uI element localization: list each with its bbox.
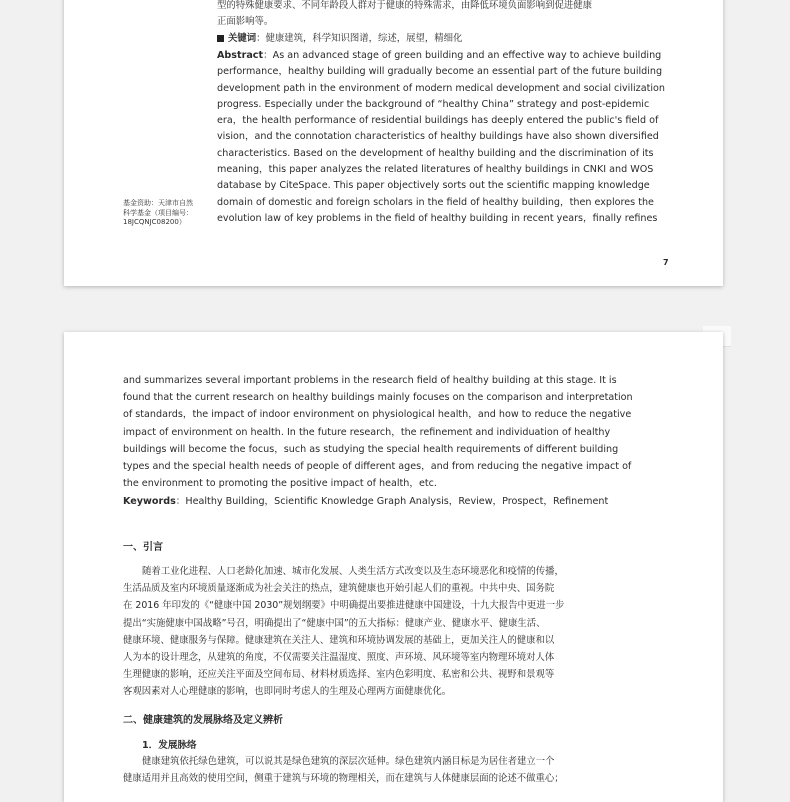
text-line: of standards，the impact of indoor environment on physiological health，and how to reduce the negative <box>123 409 632 421</box>
text-line: vision，and the connotation characteristics of healthy buildings have also shown diversified <box>217 131 659 143</box>
text-line: development path in the environment of modern medical development and social civilization <box>217 82 665 94</box>
text-line: impact of environment on health. In the future research，the refinement and individuation of healthy <box>123 426 611 438</box>
text-line: evolution law of key problems in the field of healthy building in recent years，finally refines <box>217 212 658 224</box>
text-line: progress. Especially under the background of “healthy China” strategy and post-epidemic <box>217 98 650 110</box>
keywords-en-label: Keywords <box>123 496 176 507</box>
bullet-square-icon <box>217 35 224 42</box>
text-line: characteristics. Based on the development of healthy building and the discrimination of its <box>217 147 654 159</box>
text-line: domain of domestic and foreign scholars in the field of healthy building，then explores the <box>217 196 654 208</box>
cn-abstract-tail <box>217 0 592 31</box>
footnote-line: 科学基金（项目编号： <box>123 208 193 217</box>
text-line: 人为本的设计理念，从建筑的角度，不仅需要关注温湿度、照度、声环境、风环境等室内物理环境对人体 <box>123 651 555 663</box>
abstract-en <box>217 48 665 227</box>
document-page-upper <box>64 0 723 286</box>
section-heading-introduction: 一、引言 <box>123 542 163 553</box>
introduction-paragraph <box>123 563 564 701</box>
text-line: found that the current research on healthy buildings mainly focuses on the comparison and interpretation <box>123 392 633 404</box>
text-line: era，the health performance of residential buildings has deeply entered the public's field of <box>217 115 659 127</box>
text-line: 健康适用并且高效的使用空间，侧重于建筑与环境的物理相关，而在建筑与人体健康层面的论述不做重心； <box>123 773 564 785</box>
keywords-cn-text: ：健康建筑，科学知识图谱，综述，展望，精细化 <box>256 33 463 44</box>
text-line: 生理健康的影响，还应关注平面及空间布局、材料材质选择、室内色彩明度、私密和公共、视野和景观等 <box>123 669 555 681</box>
text-line: buildings will become the focus，such as studying the special health requirements of different building <box>123 443 619 455</box>
text-line: 健康建筑依托绿色建筑，可以说其是绿色建筑的深层次延伸。绿色建筑内涵目标是为居住者建立一个 <box>142 756 555 767</box>
text-line: 正面影响等。 <box>217 16 274 28</box>
document-page-lower <box>64 332 723 802</box>
funding-footnote <box>123 199 193 228</box>
footnote-line: 基金资助：天津市自然 <box>123 199 193 207</box>
text-line: meaning，this paper analyzes the related literatures of healthy buildings in CNKI and WOS <box>217 164 654 176</box>
footnote-line: 18JCQNJC08200） <box>123 218 186 226</box>
text-line: database by CiteSpace. This paper objectively sorts out the scientific mapping knowledge <box>217 180 650 192</box>
abstract-continuation <box>123 372 633 492</box>
development-paragraph <box>123 753 564 787</box>
text-line: ：As an advanced stage of green building and an effective way to achieve building <box>263 50 662 61</box>
keywords-en <box>123 494 608 510</box>
section-heading-development: 二、健康建筑的发展脉络及定义辨析 <box>123 715 283 726</box>
keywords-cn <box>217 31 462 47</box>
text-line: 提出“实施健康中国战略”号召，明确提出了“健康中国”的五大指标：健康产业、健康水平、健康生活、 <box>123 617 546 629</box>
subsection-heading-development-context: 1．发展脉络 <box>142 740 197 751</box>
text-line: 随着工业化进程、人口老龄化加速、城市化发展、人类生活方式改变以及生态环境恶化和疫情的传播， <box>142 566 564 577</box>
text-line: 在 2016 年印发的《“健康中国 2030”规划纲要》中明确提出要推进健康中国建设，十九大报告中更进一步 <box>123 600 565 612</box>
text-line: performance，healthy building will gradually become an essential part of the future building <box>217 66 663 78</box>
keywords-cn-label: 关键词 <box>228 33 257 44</box>
text-line: and summarizes several important problems in the research field of healthy building at this stage. It is <box>123 375 617 386</box>
text-line: 健康环境、健康服务与保障。健康建筑在关注人、建筑和环境协调发展的基础上，更加关注人的健康和以 <box>123 634 555 646</box>
abstract-label: Abstract <box>217 50 264 61</box>
text-line: the environment to promoting the positive impact of health，etc. <box>123 478 437 490</box>
text-line: types and the special health needs of people of different ages，and from reducing the negative impact of <box>123 460 632 472</box>
page-number: 7 <box>663 258 669 267</box>
text-line: 客观因素对人心理健康的影响，也即同时考虑人的生理及心理两方面健康优化。 <box>123 686 452 698</box>
text-line: 生活品质及室内环境质量逐渐成为社会关注的热点，建筑健康也开始引起人们的重视。中共中央、国务院 <box>123 583 555 595</box>
abstract-first-line <box>217 48 665 64</box>
text-line: 型的特殊健康要求、不同年龄段人群对于健康的特殊需求，由降低环境负面影响到促进健康 <box>217 0 593 11</box>
keywords-en-text: ：Healthy Building，Scientific Knowledge Graph Analysis，Review，Prospect，Refinement <box>175 496 609 507</box>
